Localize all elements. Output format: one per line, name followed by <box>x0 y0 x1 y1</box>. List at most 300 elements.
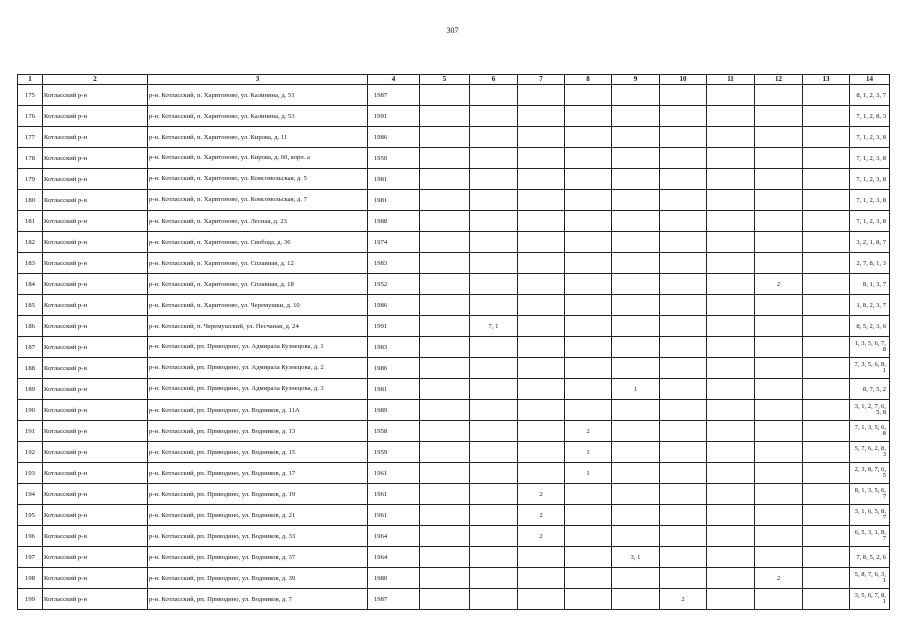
cell-col-13 <box>803 463 850 484</box>
cell-address: р-н. Котласский, п. Харитоново, ул. Сплавная, д. 12 <box>148 253 368 274</box>
table-row <box>18 169 890 190</box>
cell-col-7 <box>518 316 565 337</box>
cell-row-number: 185 <box>18 295 43 316</box>
cell-col-14: 1, 3, 5, 6, 7, 8 <box>850 337 890 358</box>
cell-col-8 <box>565 526 612 547</box>
cell-row-number: 187 <box>18 337 43 358</box>
cell-col-10 <box>660 106 707 127</box>
cell-col-11 <box>707 295 755 316</box>
table-row <box>18 463 890 484</box>
cell-col-10 <box>660 442 707 463</box>
cell-col-8 <box>565 505 612 526</box>
cell-col-6 <box>470 211 518 232</box>
table-row <box>18 211 890 232</box>
cell-year: 1987 <box>368 589 420 610</box>
cell-year: 1952 <box>368 274 420 295</box>
cell-col-12 <box>755 211 803 232</box>
cell-col-12 <box>755 421 803 442</box>
table-row <box>18 547 890 568</box>
cell-col-5 <box>420 274 470 295</box>
cell-col-10 <box>660 232 707 253</box>
cell-row-number: 177 <box>18 127 43 148</box>
cell-district: Котласский р-н <box>43 85 148 106</box>
cell-col-7 <box>518 127 565 148</box>
cell-col-6 <box>470 190 518 211</box>
cell-col-8 <box>565 253 612 274</box>
cell-col-13 <box>803 358 850 379</box>
cell-col-8 <box>565 274 612 295</box>
cell-col-14: 7, 1, 2, 3, 8 <box>850 148 890 169</box>
table-row <box>18 379 890 400</box>
cell-col-9 <box>612 589 660 610</box>
cell-year: 1988 <box>368 211 420 232</box>
cell-col-8 <box>565 484 612 505</box>
cell-col-9 <box>612 190 660 211</box>
cell-col-12 <box>755 295 803 316</box>
cell-col-7 <box>518 421 565 442</box>
cell-col-13 <box>803 190 850 211</box>
cell-col-5 <box>420 106 470 127</box>
cell-col-11 <box>707 85 755 106</box>
cell-col-11 <box>707 442 755 463</box>
cell-year: 1981 <box>368 379 420 400</box>
cell-col-8 <box>565 379 612 400</box>
cell-col-7 <box>518 211 565 232</box>
cell-col-7 <box>518 232 565 253</box>
cell-col-13 <box>803 85 850 106</box>
cell-col-9 <box>612 169 660 190</box>
cell-col-10 <box>660 379 707 400</box>
cell-col-10: 2 <box>660 589 707 610</box>
table-row <box>18 148 890 169</box>
cell-col-6 <box>470 295 518 316</box>
cell-col-10 <box>660 274 707 295</box>
cell-row-number: 196 <box>18 526 43 547</box>
cell-col-5 <box>420 316 470 337</box>
cell-col-6 <box>470 379 518 400</box>
cell-col-14: 6, 5, 3, 1, 8, 7 <box>850 526 890 547</box>
column-header-8: 8 <box>565 75 612 85</box>
cell-year: 1991 <box>368 316 420 337</box>
cell-col-8: 1 <box>565 463 612 484</box>
cell-col-10 <box>660 85 707 106</box>
cell-year: 1961 <box>368 505 420 526</box>
cell-col-6: 7, 1 <box>470 316 518 337</box>
table-row <box>18 484 890 505</box>
cell-row-number: 197 <box>18 547 43 568</box>
cell-year: 1986 <box>368 358 420 379</box>
cell-col-5 <box>420 589 470 610</box>
cell-col-5 <box>420 148 470 169</box>
cell-district: Котласский р-н <box>43 358 148 379</box>
cell-district: Котласский р-н <box>43 589 148 610</box>
cell-col-14: 8, 5, 2, 3, 6 <box>850 316 890 337</box>
cell-col-9 <box>612 400 660 421</box>
cell-col-11 <box>707 568 755 589</box>
cell-col-12 <box>755 169 803 190</box>
cell-col-7 <box>518 400 565 421</box>
cell-district: Котласский р-н <box>43 505 148 526</box>
cell-col-5 <box>420 190 470 211</box>
cell-col-14: 7, 1, 2, 3, 8 <box>850 211 890 232</box>
table-row <box>18 337 890 358</box>
cell-col-6 <box>470 232 518 253</box>
cell-row-number: 189 <box>18 379 43 400</box>
cell-col-14: 5, 7, 6, 2, 8, 3 <box>850 442 890 463</box>
cell-col-6 <box>470 526 518 547</box>
cell-year: 1986 <box>368 295 420 316</box>
cell-col-8 <box>565 400 612 421</box>
cell-address: р-н. Котласский, п. Харитоново, ул. Кирова, д. 60, корп. а <box>148 148 368 169</box>
cell-col-7 <box>518 295 565 316</box>
cell-row-number: 188 <box>18 358 43 379</box>
cell-col-9: 1 <box>612 379 660 400</box>
cell-row-number: 182 <box>18 232 43 253</box>
cell-col-11 <box>707 211 755 232</box>
cell-address: р-н. Котласский, рп. Приводино, ул. Водников, д. 21 <box>148 505 368 526</box>
cell-row-number: 199 <box>18 589 43 610</box>
cell-address: р-н. Котласский, рп. Приводино, ул. Водников, д. 15 <box>148 442 368 463</box>
cell-col-8 <box>565 295 612 316</box>
cell-col-9 <box>612 442 660 463</box>
cell-col-13 <box>803 127 850 148</box>
cell-address: р-н. Котласский, п. Харитоново, ул. Кирова, д. 11 <box>148 127 368 148</box>
cell-col-14: 8, 1, 2, 3, 7 <box>850 85 890 106</box>
table-row <box>18 358 890 379</box>
cell-row-number: 179 <box>18 169 43 190</box>
cell-col-14: 7, 1, 2, 3, 8 <box>850 190 890 211</box>
cell-col-8 <box>565 211 612 232</box>
cell-year: 1983 <box>368 337 420 358</box>
cell-col-8 <box>565 169 612 190</box>
cell-address: р-н. Котласский, рп. Приводино, ул. Адмирала Кузнецова, д. 2 <box>148 358 368 379</box>
cell-col-12 <box>755 358 803 379</box>
cell-col-10 <box>660 148 707 169</box>
cell-col-10 <box>660 337 707 358</box>
cell-col-13 <box>803 337 850 358</box>
cell-col-12 <box>755 505 803 526</box>
table-row <box>18 106 890 127</box>
cell-year: 1987 <box>368 85 420 106</box>
cell-address: р-н. Котласский, рп. Приводино, ул. Адмирала Кузнецова, д. 3 <box>148 379 368 400</box>
cell-row-number: 186 <box>18 316 43 337</box>
cell-address: р-н. Котласский, п. Харитоново, ул. Комсомольская, д. 5 <box>148 169 368 190</box>
cell-col-7 <box>518 148 565 169</box>
cell-col-5 <box>420 505 470 526</box>
cell-year: 1980 <box>368 568 420 589</box>
cell-col-11 <box>707 274 755 295</box>
cell-col-13 <box>803 211 850 232</box>
cell-col-10 <box>660 421 707 442</box>
cell-col-5 <box>420 85 470 106</box>
cell-district: Котласский р-н <box>43 421 148 442</box>
cell-col-11 <box>707 316 755 337</box>
cell-col-11 <box>707 190 755 211</box>
cell-col-9 <box>612 106 660 127</box>
cell-col-13 <box>803 421 850 442</box>
cell-col-9 <box>612 505 660 526</box>
cell-col-5 <box>420 568 470 589</box>
cell-address: р-н. Котласский, п. Харитоново, ул. Лесная, д. 23 <box>148 211 368 232</box>
cell-col-9 <box>612 316 660 337</box>
table-row <box>18 127 890 148</box>
cell-address: р-н. Котласский, рп. Приводино, ул. Водников, д. 17 <box>148 463 368 484</box>
table-row <box>18 505 890 526</box>
cell-col-13 <box>803 505 850 526</box>
cell-col-8 <box>565 316 612 337</box>
cell-district: Котласский р-н <box>43 127 148 148</box>
cell-col-10 <box>660 169 707 190</box>
cell-col-11 <box>707 526 755 547</box>
cell-row-number: 178 <box>18 148 43 169</box>
cell-col-14: 3, 5, 6, 7, 8, 1 <box>850 589 890 610</box>
cell-district: Котласский р-н <box>43 253 148 274</box>
table-row <box>18 442 890 463</box>
cell-col-8 <box>565 232 612 253</box>
table-row <box>18 568 890 589</box>
cell-col-7 <box>518 337 565 358</box>
cell-year: 1974 <box>368 232 420 253</box>
cell-col-14: 3, 2, 1, 8, 7 <box>850 232 890 253</box>
cell-col-7 <box>518 379 565 400</box>
cell-address: р-н. Котласский, п. Харитоново, ул. Комсомольская, д. 7 <box>148 190 368 211</box>
cell-col-6 <box>470 484 518 505</box>
cell-col-5 <box>420 358 470 379</box>
cell-district: Котласский р-н <box>43 211 148 232</box>
cell-district: Котласский р-н <box>43 337 148 358</box>
cell-col-6 <box>470 358 518 379</box>
cell-district: Котласский р-н <box>43 547 148 568</box>
cell-row-number: 193 <box>18 463 43 484</box>
column-header-7: 7 <box>518 75 565 85</box>
cell-col-8 <box>565 190 612 211</box>
cell-district: Котласский р-н <box>43 379 148 400</box>
cell-year: 1981 <box>368 169 420 190</box>
cell-col-5 <box>420 400 470 421</box>
cell-col-13 <box>803 274 850 295</box>
cell-col-5 <box>420 379 470 400</box>
cell-col-6 <box>470 169 518 190</box>
cell-col-13 <box>803 169 850 190</box>
cell-col-6 <box>470 337 518 358</box>
cell-row-number: 191 <box>18 421 43 442</box>
cell-col-8 <box>565 568 612 589</box>
cell-col-7 <box>518 190 565 211</box>
cell-col-6 <box>470 148 518 169</box>
cell-col-11 <box>707 148 755 169</box>
cell-col-14: 3, 1, 2, 7, 6, 5, 8 <box>850 400 890 421</box>
cell-district: Котласский р-н <box>43 463 148 484</box>
cell-row-number: 176 <box>18 106 43 127</box>
cell-col-8 <box>565 337 612 358</box>
cell-col-10 <box>660 547 707 568</box>
cell-col-9 <box>612 232 660 253</box>
cell-address: р-н. Котласский, рп. Приводино, ул. Водников, д. 7 <box>148 589 368 610</box>
cell-col-13 <box>803 148 850 169</box>
cell-row-number: 175 <box>18 85 43 106</box>
cell-col-11 <box>707 505 755 526</box>
cell-col-9 <box>612 211 660 232</box>
cell-col-9 <box>612 568 660 589</box>
cell-col-14: 1, 8, 2, 3, 7 <box>850 295 890 316</box>
cell-col-12 <box>755 337 803 358</box>
cell-col-8 <box>565 106 612 127</box>
table-row <box>18 589 890 610</box>
column-header-12: 12 <box>755 75 803 85</box>
column-header-13: 13 <box>803 75 850 85</box>
cell-col-12 <box>755 232 803 253</box>
cell-district: Котласский р-н <box>43 400 148 421</box>
column-header-9: 9 <box>612 75 660 85</box>
cell-col-5 <box>420 463 470 484</box>
cell-district: Котласский р-н <box>43 148 148 169</box>
cell-district: Котласский р-н <box>43 232 148 253</box>
cell-address: р-н. Котласский, п. Харитоново, ул. Черемушки, д. 10 <box>148 295 368 316</box>
cell-col-6 <box>470 463 518 484</box>
cell-col-6 <box>470 505 518 526</box>
cell-col-11 <box>707 421 755 442</box>
cell-col-9 <box>612 85 660 106</box>
cell-col-9 <box>612 274 660 295</box>
cell-col-6 <box>470 274 518 295</box>
cell-col-10 <box>660 127 707 148</box>
header-row <box>18 75 890 85</box>
cell-address: р-н. Котласский, рп. Приводино, ул. Водников, д. 13 <box>148 421 368 442</box>
cell-col-9 <box>612 463 660 484</box>
cell-col-12 <box>755 589 803 610</box>
cell-col-12 <box>755 547 803 568</box>
cell-col-11 <box>707 400 755 421</box>
cell-col-6 <box>470 442 518 463</box>
cell-col-14: 7, 1, 2, 3, 8 <box>850 127 890 148</box>
cell-col-11 <box>707 169 755 190</box>
data-table <box>17 74 890 610</box>
cell-col-13 <box>803 400 850 421</box>
cell-year: 1986 <box>368 127 420 148</box>
cell-col-12 <box>755 106 803 127</box>
cell-col-14: 5, 8, 7, 6, 3, 1 <box>850 568 890 589</box>
cell-address: р-н. Котласский, рп. Приводино, ул. Водников, д. 37 <box>148 547 368 568</box>
cell-col-6 <box>470 547 518 568</box>
cell-col-14: 7, 1, 2, 8, 3 <box>850 106 890 127</box>
table-body <box>18 85 890 610</box>
cell-col-14: 7, 1, 2, 3, 8 <box>850 169 890 190</box>
cell-col-13 <box>803 253 850 274</box>
cell-col-14: 8, 7, 5, 2 <box>850 379 890 400</box>
cell-row-number: 198 <box>18 568 43 589</box>
cell-col-7 <box>518 568 565 589</box>
cell-col-5 <box>420 526 470 547</box>
cell-col-11 <box>707 337 755 358</box>
cell-year: 1964 <box>368 526 420 547</box>
cell-col-13 <box>803 232 850 253</box>
cell-col-9 <box>612 127 660 148</box>
cell-col-14: 8, 1, 3, 5, 6, 7 <box>850 484 890 505</box>
cell-col-7 <box>518 547 565 568</box>
cell-col-12 <box>755 484 803 505</box>
cell-col-8 <box>565 547 612 568</box>
cell-col-7 <box>518 106 565 127</box>
page-number: 307 <box>446 26 459 35</box>
table-row <box>18 232 890 253</box>
cell-col-5 <box>420 211 470 232</box>
table-row <box>18 421 890 442</box>
cell-col-11 <box>707 547 755 568</box>
cell-district: Котласский р-н <box>43 295 148 316</box>
table-row <box>18 400 890 421</box>
cell-col-7 <box>518 589 565 610</box>
cell-col-11 <box>707 253 755 274</box>
cell-col-13 <box>803 568 850 589</box>
cell-col-7 <box>518 169 565 190</box>
cell-col-10 <box>660 505 707 526</box>
cell-address: р-н. Котласский, п. Харитоново, ул. Калинина, д. 53 <box>148 106 368 127</box>
cell-col-13 <box>803 295 850 316</box>
cell-col-7: 2 <box>518 526 565 547</box>
cell-col-9 <box>612 337 660 358</box>
cell-row-number: 194 <box>18 484 43 505</box>
cell-col-13 <box>803 526 850 547</box>
column-header-4: 4 <box>368 75 420 85</box>
cell-col-13 <box>803 484 850 505</box>
cell-col-6 <box>470 106 518 127</box>
cell-col-10 <box>660 358 707 379</box>
column-header-2: 2 <box>43 75 148 85</box>
cell-col-12 <box>755 190 803 211</box>
cell-col-10 <box>660 463 707 484</box>
cell-col-5 <box>420 232 470 253</box>
cell-col-13 <box>803 379 850 400</box>
cell-col-9 <box>612 253 660 274</box>
cell-col-12 <box>755 316 803 337</box>
cell-district: Котласский р-н <box>43 442 148 463</box>
cell-col-7: 2 <box>518 505 565 526</box>
cell-year: 1964 <box>368 547 420 568</box>
column-header-10: 10 <box>660 75 707 85</box>
cell-col-5 <box>420 295 470 316</box>
column-header-1: 1 <box>18 75 43 85</box>
cell-year: 1959 <box>368 442 420 463</box>
cell-address: р-н. Котласский, рп. Приводино, ул. Водников, д. 33 <box>148 526 368 547</box>
cell-year: 1991 <box>368 106 420 127</box>
cell-district: Котласский р-н <box>43 274 148 295</box>
cell-col-14: 7, 3, 5, 6, 8, 1 <box>850 358 890 379</box>
cell-district: Котласский р-н <box>43 316 148 337</box>
cell-col-12: 2 <box>755 274 803 295</box>
cell-row-number: 192 <box>18 442 43 463</box>
cell-col-5 <box>420 127 470 148</box>
cell-col-10 <box>660 295 707 316</box>
cell-col-12 <box>755 379 803 400</box>
column-header-6: 6 <box>470 75 518 85</box>
cell-col-9 <box>612 484 660 505</box>
cell-col-10 <box>660 484 707 505</box>
cell-district: Котласский р-н <box>43 106 148 127</box>
cell-row-number: 181 <box>18 211 43 232</box>
cell-col-12 <box>755 127 803 148</box>
cell-col-6 <box>470 85 518 106</box>
cell-col-12 <box>755 85 803 106</box>
cell-col-14: 8, 1, 3, 7 <box>850 274 890 295</box>
cell-col-10 <box>660 400 707 421</box>
cell-col-13 <box>803 547 850 568</box>
cell-col-8 <box>565 148 612 169</box>
cell-col-5 <box>420 253 470 274</box>
cell-year: 1981 <box>368 190 420 211</box>
cell-col-11 <box>707 463 755 484</box>
column-header-3: 3 <box>148 75 368 85</box>
cell-col-6 <box>470 400 518 421</box>
